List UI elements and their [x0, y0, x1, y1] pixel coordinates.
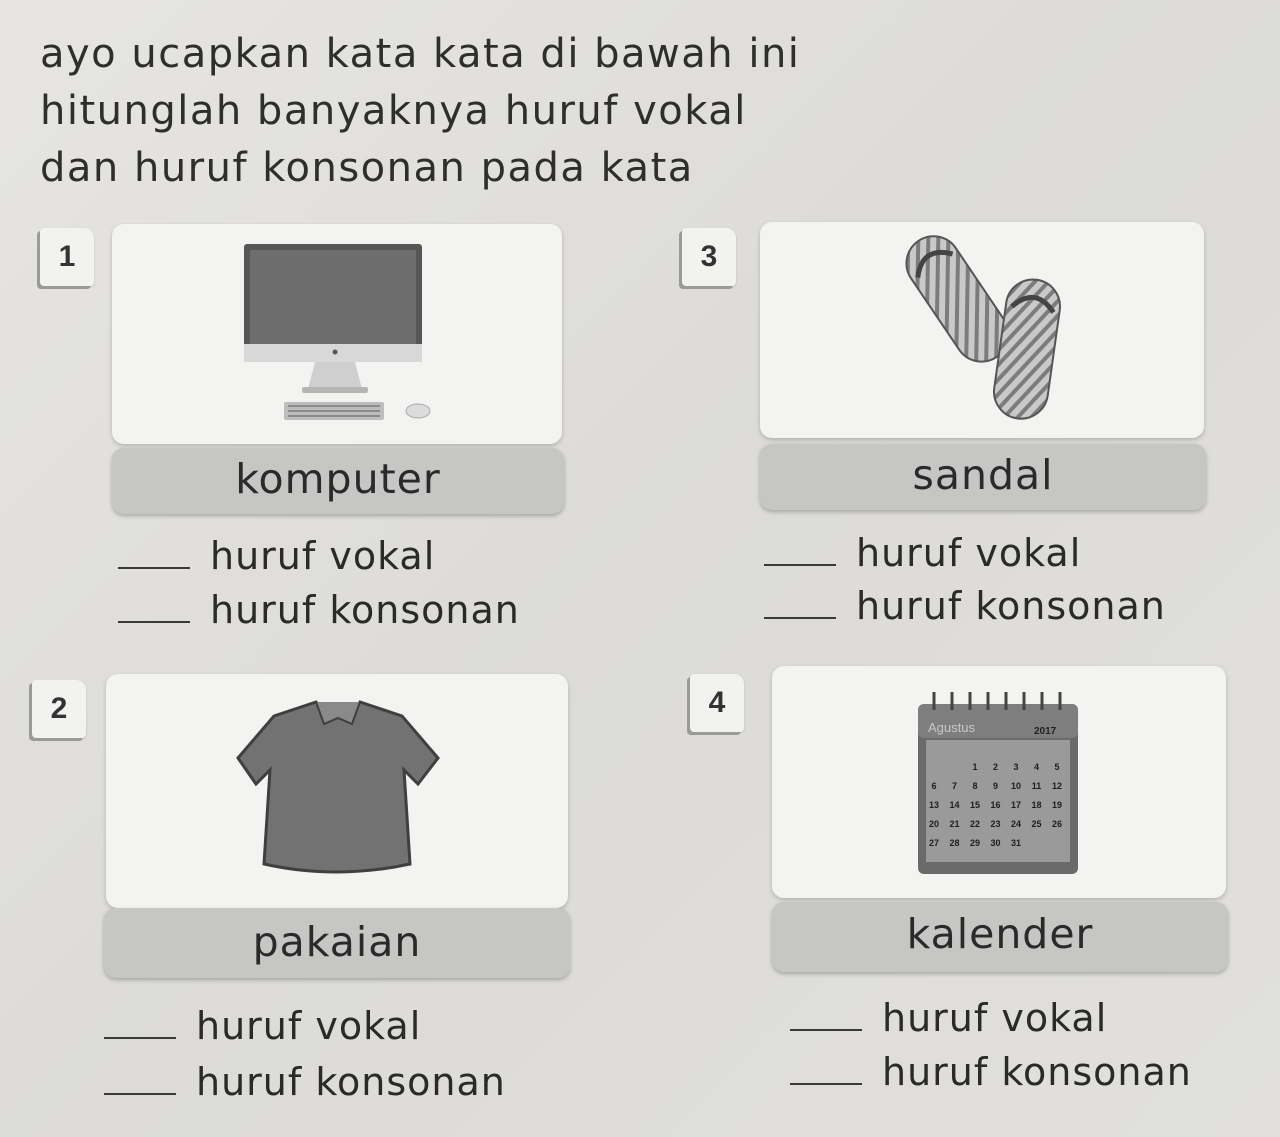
calendar-day: 22 [969, 819, 981, 829]
calendar-day: 30 [990, 838, 1001, 848]
answer-row-vowel-1 [118, 534, 435, 578]
calendar-day: 5 [1054, 762, 1060, 772]
word-label-1: komputer [112, 448, 564, 514]
calendar-day: 17 [1010, 800, 1022, 810]
calendar-day: 8 [972, 781, 978, 791]
calendar-day: 25 [1031, 819, 1042, 829]
image-card-4 [772, 666, 1226, 898]
sandal-icon [760, 222, 1204, 438]
answer-label-vowel-2: huruf vokal [196, 1004, 422, 1048]
answer-row-vowel-4 [790, 996, 1107, 1040]
calendar-day: 20 [928, 819, 940, 829]
answer-label-consonant-3: huruf konsonan [856, 584, 1166, 628]
image-card-3 [760, 222, 1204, 438]
calendar-day: 11 [1031, 781, 1042, 791]
answer-row-consonant-4 [790, 1050, 1192, 1094]
calendar-year: 2017 [1034, 726, 1057, 737]
image-card-1 [112, 224, 562, 444]
calendar-day: 12 [1051, 781, 1063, 791]
answer-row-vowel-3 [764, 531, 1081, 575]
calendar-day: 14 [949, 800, 960, 810]
shirt-icon [106, 674, 568, 908]
computer-icon [112, 224, 562, 444]
answer-row-consonant-2 [104, 1060, 506, 1104]
calendar-day: 19 [1051, 800, 1063, 810]
answer-blank-vowel-3[interactable] [764, 563, 836, 566]
word-label-2: pakaian [104, 908, 570, 978]
calendar-day: 10 [1010, 781, 1022, 791]
answer-row-consonant-3 [764, 584, 1166, 628]
calendar-day: 16 [990, 800, 1001, 810]
calendar-day: 21 [949, 819, 960, 829]
calendar-day: 6 [931, 781, 937, 791]
calendar-day: 3 [1013, 762, 1019, 772]
calendar-day: 23 [990, 819, 1001, 829]
calendar-day: 9 [992, 781, 999, 791]
answer-label-vowel-1: huruf vokal [210, 534, 436, 578]
answer-label-vowel-4: huruf vokal [882, 996, 1108, 1040]
answer-blank-vowel-1[interactable] [118, 566, 190, 569]
calendar-day: 1 [972, 762, 978, 772]
calendar-day: 31 [1010, 838, 1022, 848]
calendar-icon [772, 666, 1226, 898]
calendar-day: 26 [1051, 819, 1063, 829]
calendar-month: Agustus [928, 720, 975, 735]
item-number-3: 3 [682, 228, 736, 286]
item-number-4: 4 [690, 674, 744, 732]
answer-blank-consonant-1[interactable] [118, 620, 190, 623]
image-card-2 [106, 674, 568, 908]
item-number-2: 2 [32, 680, 86, 738]
answer-blank-consonant-4[interactable] [790, 1082, 862, 1085]
calendar-day: 29 [969, 838, 981, 848]
calendar-day: 4 [1033, 762, 1040, 772]
calendar-day: 13 [928, 800, 940, 810]
calendar-day: 2 [992, 762, 999, 772]
answer-label-vowel-3: huruf vokal [856, 531, 1082, 575]
calendar-day: 18 [1031, 800, 1042, 810]
calendar-day: 28 [949, 838, 960, 848]
answer-blank-vowel-4[interactable] [790, 1028, 862, 1031]
word-label-3: sandal [760, 444, 1206, 510]
instruction-line-2: hitunglah banyaknya huruf vokal [40, 88, 747, 134]
answer-row-vowel-2 [104, 1004, 421, 1048]
instruction-line-1: ayo ucapkan kata kata di bawah ini [40, 31, 801, 77]
answer-row-consonant-1 [118, 588, 520, 632]
answer-label-consonant-4: huruf konsonan [882, 1050, 1192, 1094]
answer-label-consonant-2: huruf konsonan [196, 1060, 506, 1104]
calendar-day: 27 [928, 838, 940, 848]
answer-label-consonant-1: huruf konsonan [210, 588, 520, 632]
item-number-1: 1 [40, 228, 94, 286]
answer-blank-consonant-3[interactable] [764, 616, 836, 619]
answer-blank-vowel-2[interactable] [104, 1036, 176, 1039]
calendar-day: 24 [1010, 819, 1022, 829]
word-label-4: kalender [772, 902, 1228, 972]
answer-blank-consonant-2[interactable] [104, 1092, 176, 1095]
instructions [40, 26, 860, 197]
instruction-line-3: dan huruf konsonan pada kata [40, 145, 694, 191]
calendar-day: 7 [951, 781, 958, 791]
calendar-day: 15 [969, 800, 981, 810]
